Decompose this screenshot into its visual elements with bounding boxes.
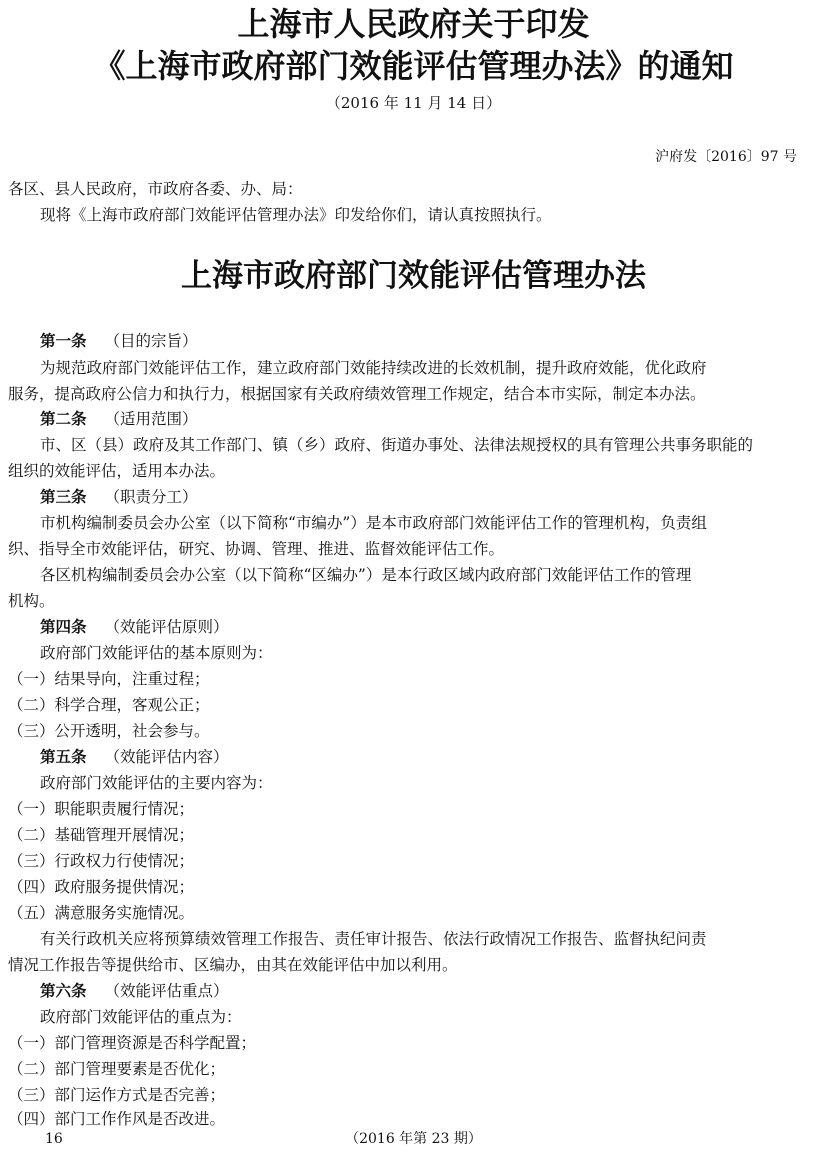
page-number: 16 xyxy=(45,1131,63,1147)
article-number: 第二条 xyxy=(40,410,87,428)
list-item: （二）基础管理开展情况； xyxy=(8,826,195,844)
article-heading xyxy=(40,980,820,1002)
article-heading xyxy=(40,616,820,638)
issue-number: （2016 年第 23 期） xyxy=(345,1131,482,1147)
article-label: （效能评估内容） xyxy=(104,748,229,766)
list-item: （三）公开透明，社会参与。 xyxy=(8,722,210,740)
article-label: （适用范围） xyxy=(104,410,198,428)
list-item: （三）行政权力行使情况； xyxy=(8,852,195,870)
list-item: （四）部门工作作风是否改进。 xyxy=(8,1110,226,1128)
article-number: 第四条 xyxy=(40,618,87,636)
notice-title-line2: 《上海市政府部门效能评估管理办法》的通知 xyxy=(93,47,734,85)
paragraph-line: 服务，提高政府公信力和执行力，根据国家有关政府绩效管理工作规定，结合本市实际，制定本办法。 xyxy=(8,385,706,403)
paragraph-line: 情况工作报告等提供给市、区编办，由其在效能评估中加以利用。 xyxy=(8,956,458,974)
document-number: 沪府发〔2016〕97 号 xyxy=(655,149,797,165)
list-item: （三）部门运作方式是否完善； xyxy=(8,1086,226,1104)
article-number: 第五条 xyxy=(40,748,87,766)
list-item: （二）部门管理要素是否优化； xyxy=(8,1060,226,1078)
article-heading xyxy=(40,746,820,768)
paragraph-line: 织、指导全市效能评估，研究、协调、管理、推进、监督效能评估工作。 xyxy=(8,540,505,558)
paragraph-line: 政府部门效能评估的基本原则为： xyxy=(40,644,273,662)
article-heading xyxy=(40,486,820,508)
paragraph-line: 政府部门效能评估的重点为： xyxy=(40,1008,242,1026)
list-item: （五）满意服务实施情况。 xyxy=(8,904,195,922)
paragraph-line: 组织的效能评估，适用本办法。 xyxy=(8,462,226,480)
list-item: （二）科学合理，客观公正； xyxy=(8,696,210,714)
list-item: （一）职能职责履行情况； xyxy=(8,800,195,818)
article-label: （目的宗旨） xyxy=(104,332,198,350)
regulation-title: 上海市政府部门效能评估管理办法 xyxy=(181,258,646,294)
paragraph-line: 政府部门效能评估的主要内容为： xyxy=(40,774,273,792)
paragraph-line: 机构。 xyxy=(8,592,55,610)
paragraph-line: 市、区（县）政府及其工作部门、镇（乡）政府、街道办事处、法律法规授权的具有管理公共事务职能的 xyxy=(40,436,754,454)
paragraph-line: 有关行政机关应将预算绩效管理工作报告、责任审计报告、依法行政情况工作报告、监督执纪问责 xyxy=(40,930,707,948)
article-heading xyxy=(40,330,820,352)
notice-text: 现将《上海市政府部门效能评估管理办法》印发给你们，请认真按照执行。 xyxy=(40,206,552,224)
paragraph-line: 为规范政府部门效能评估工作，建立政府部门效能持续改进的长效机制，提升政府效能，优化政府 xyxy=(40,359,707,377)
article-number: 第六条 xyxy=(40,982,87,1000)
paragraph-line: 各区机构编制委员会办公室（以下简称“区编办”）是本行政区域内政府部门效能评估工作的管理 xyxy=(40,566,692,584)
list-item: （一）部门管理资源是否科学配置； xyxy=(8,1034,257,1052)
article-heading xyxy=(40,408,820,430)
article-number: 第三条 xyxy=(40,488,87,506)
addressee: 各区、县人民政府，市政府各委、办、局： xyxy=(8,180,303,198)
list-item: （一）结果导向，注重过程； xyxy=(8,670,210,688)
paragraph-line: 市机构编制委员会办公室（以下简称“市编办”）是本市政府部门效能评估工作的管理机构，负责组 xyxy=(40,514,707,532)
article-label: （职责分工） xyxy=(104,488,198,506)
article-number: 第一条 xyxy=(40,332,87,350)
article-label: （效能评估重点） xyxy=(104,982,229,1000)
list-item: （四）政府服务提供情况； xyxy=(8,878,195,896)
issue-date: （2016 年 11 月 14 日） xyxy=(325,94,502,112)
article-label: （效能评估原则） xyxy=(104,618,229,636)
notice-title-line1: 上海市人民政府关于印发 xyxy=(237,5,590,43)
